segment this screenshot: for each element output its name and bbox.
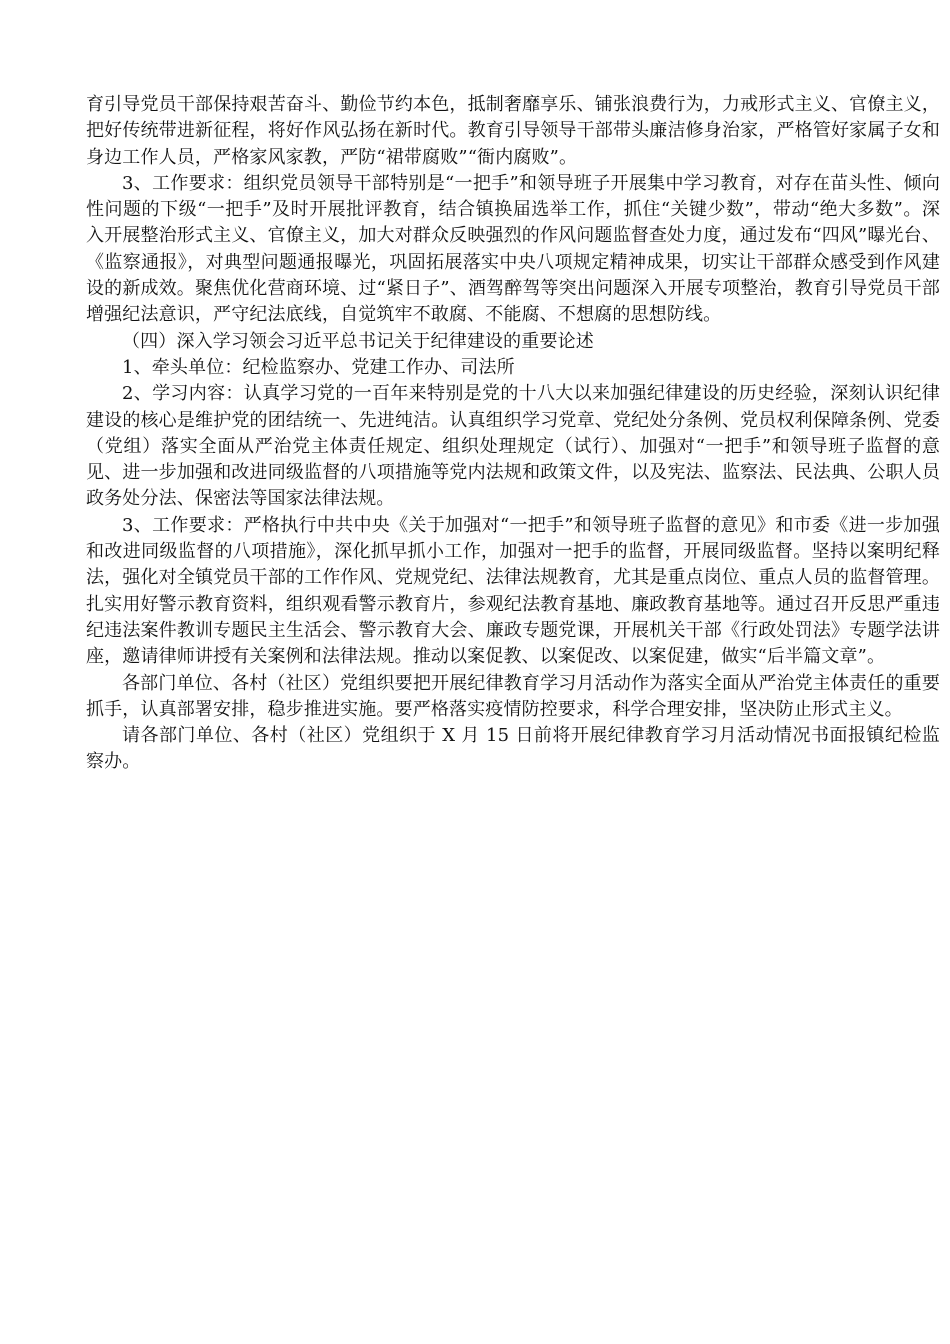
paragraph-work-requirements-3: 3、工作要求：组织党员领导干部特别是“一把手”和领导班子开展集中学习教育，对存在苗头性、倾向性问题的下级“一把手”及时开展批评教育，结合镇换届选举工作，抓住“关键少数”，带动“绝大多数”。深入开展整治形式主义、官僚主义，加大对群众反映强烈的作风问题监督查处力度，通过发布“四风”曝光台、《监察通报》，对典型问题通报曝光，巩固拓展落实中央八项规定精神成果，切实让干部群众感受到作风建设的新成效。聚焦优化营商环境、过“紧日子”、酒驾醉驾等突出问题深入开展专项整治，教育引导党员干部增强纪法意识，严守纪法底线，自觉筑牢不敢腐、不能腐、不想腐的思想防线。 <box>86 172 940 326</box>
paragraph-lead-units: 1、牵头单位：纪检监察办、党建工作办、司法所 <box>122 356 515 378</box>
paragraph-work-requirements-4: 3、工作要求：严格执行中共中央《关于加强对“一把手”和领导班子监督的意见》和市委《进一步加强和改进同级监督的八项措施》，深化抓早抓小工作，加强对一把手的监督，开展同级监督。坚持以案明纪释法，强化对全镇党员干部的工作作风、党规党纪、法律法规教育，尤其是重点岗位、重点人员的监督管理。扎实用好警示教育资料，组织观看警示教育片，参观纪法教育基地、廉政教育基地等。通过召开反思严重违纪违法案件教训专题民主生活会、警示教育大会、廉政专题党课，开展机关干部《行政处罚法》专题学法讲座，邀请律师讲授有关案例和法律法规。推动以案促教、以案促改、以案促建，做实“后半篇文章”。 <box>86 514 940 668</box>
section-heading-4: （四）深入学习领会习近平总书记关于纪律建设的重要论述 <box>122 330 594 352</box>
paragraph-study-content: 2、学习内容：认真学习党的一百年来特别是党的十八大以来加强纪律建设的历史经验，深刻认识纪律建设的核心是维护党的团结统一、先进纯洁。认真组织学习党章、党纪处分条例、党员权利保障条例、党委（党组）落实全面从严治党主体责任规定、组织处理规定（试行）、加强对“一把手”和领导班子监督的意见、进一步加强和改进同级监督的八项措施等党内法规和政策文件，以及宪法、监察法、民法典、公职人员政务处分法、保密法等国家法律法规。 <box>86 383 940 510</box>
document-body <box>86 92 940 776</box>
paragraph-deadline: 请各部门单位、各村（社区）党组织于 X 月 15 日前将开展纪律教育学习月活动情况书面报镇纪检监察办。 <box>86 725 940 773</box>
paragraph-all-units: 各部门单位、各村（社区）党组织要把开展纪律教育学习月活动作为落实全面从严治党主体责任的重要抓手，认真部署安排，稳步推进实施。要严格落实疫情防控要求，科学合理安排，坚决防止形式主义。 <box>86 672 940 720</box>
paragraph-continuation: 育引导党员干部保持艰苦奋斗、勤俭节约本色，抵制奢靡享乐、铺张浪费行为，力戒形式主义、官僚主义，把好传统带进新征程，将好作风弘扬在新时代。教育引导领导干部带头廉洁修身治家，严格管好家属子女和身边工作人员，严格家风家教，严防“裙带腐败”“衙内腐败”。 <box>86 94 940 168</box>
